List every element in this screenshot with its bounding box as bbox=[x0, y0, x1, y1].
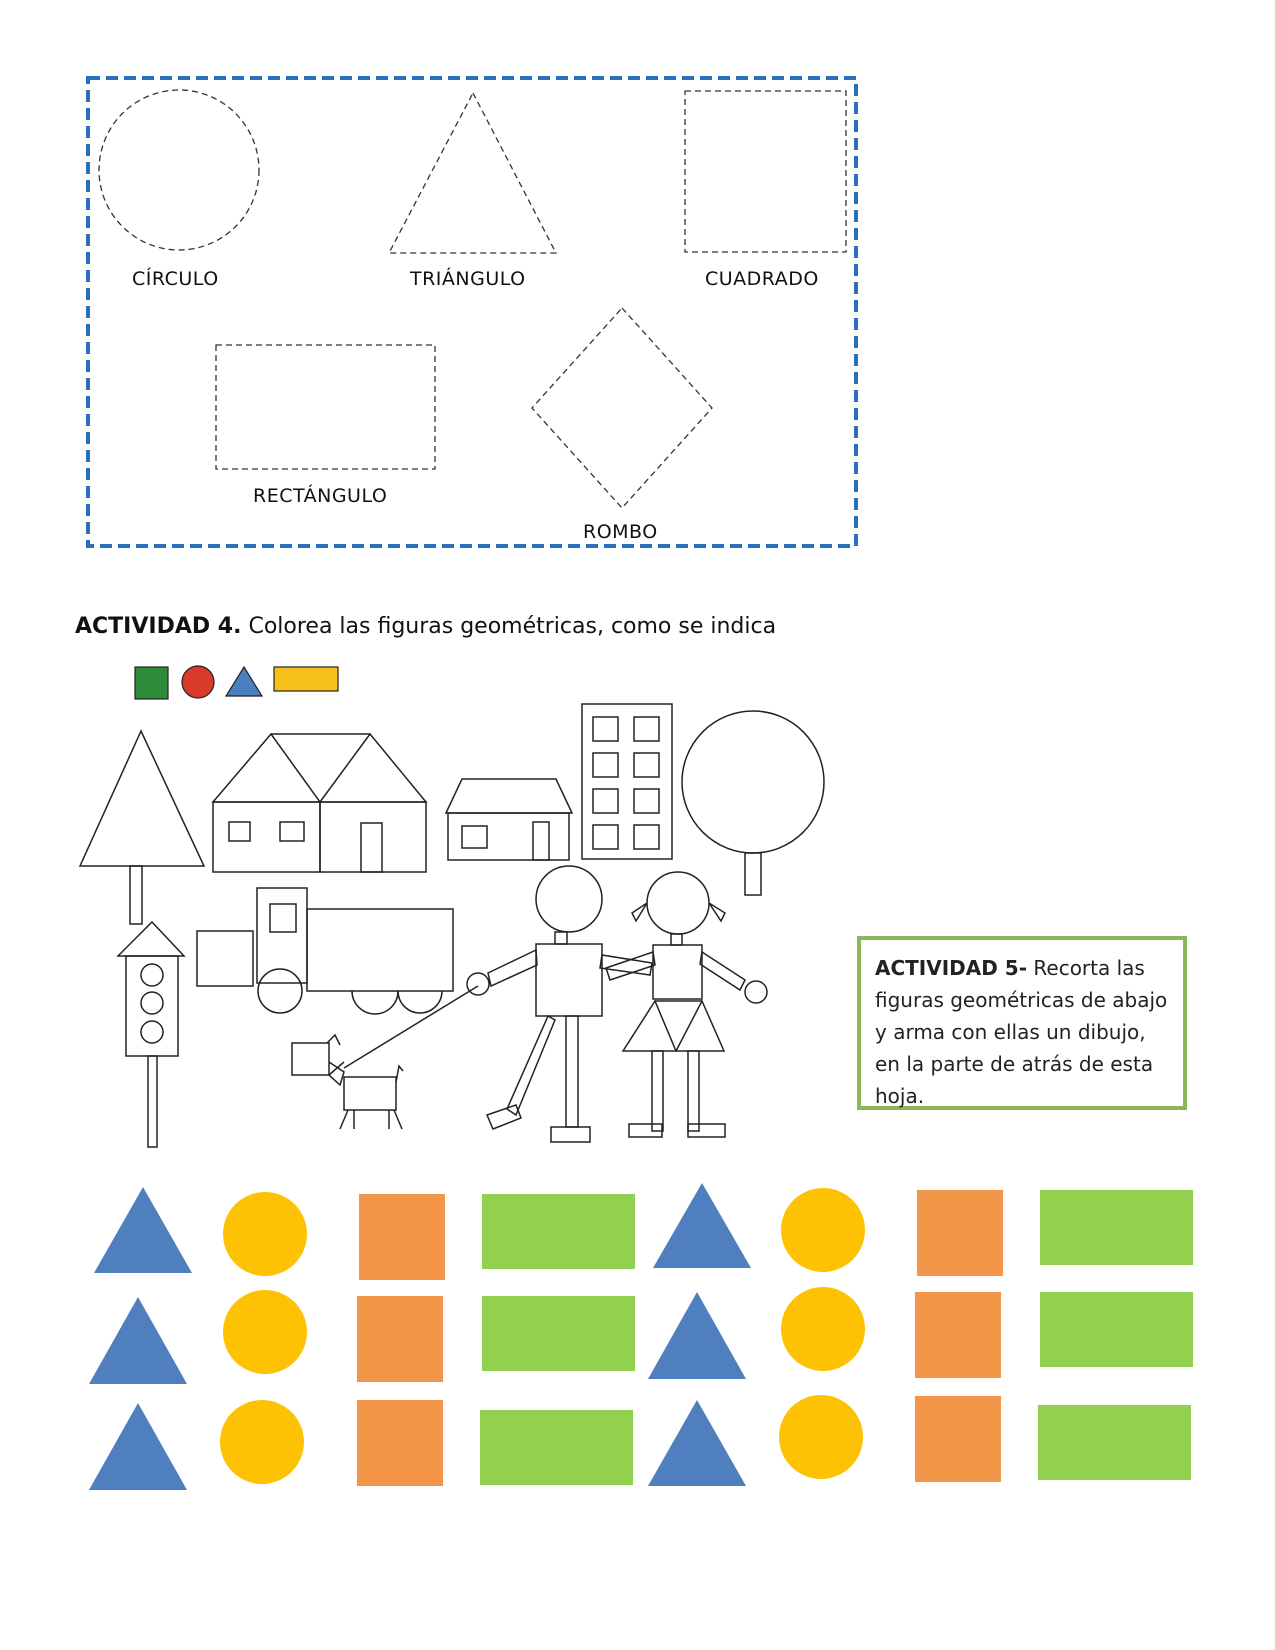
girl bbox=[606, 872, 767, 1137]
cutout-square bbox=[915, 1292, 1001, 1378]
boy bbox=[467, 866, 652, 1142]
key-square bbox=[135, 667, 168, 699]
label-circle: CÍRCULO bbox=[132, 268, 219, 290]
cutout-triangle bbox=[653, 1183, 751, 1268]
cutout-triangle bbox=[648, 1292, 746, 1379]
label-rectangle: RECTÁNGULO bbox=[253, 485, 388, 507]
cutout-rectangle bbox=[1040, 1190, 1193, 1265]
activity4-title: ACTIVIDAD 4. bbox=[75, 614, 242, 639]
cutout-rectangle bbox=[1038, 1405, 1191, 1480]
cutout-triangle bbox=[648, 1400, 746, 1486]
cutout-triangle bbox=[89, 1403, 187, 1490]
tree-triangle bbox=[80, 731, 204, 924]
cutout-square bbox=[915, 1396, 1001, 1482]
label-square: CUADRADO bbox=[705, 268, 819, 290]
label-triangle: TRIÁNGULO bbox=[410, 268, 526, 290]
cutout-rectangle bbox=[1040, 1292, 1193, 1367]
activity4-heading bbox=[75, 614, 776, 639]
cutout-square bbox=[357, 1400, 443, 1486]
traffic-light bbox=[118, 922, 184, 1147]
panel-dashed-border bbox=[88, 78, 856, 546]
activity4-instruction: Colorea las figuras geométricas, como se indica bbox=[248, 614, 777, 639]
traced-rhombus bbox=[532, 308, 712, 508]
cutout-triangle bbox=[89, 1297, 187, 1384]
key-rectangle bbox=[274, 667, 338, 691]
activity5-title: ACTIVIDAD 5- bbox=[875, 956, 1028, 980]
traced-square bbox=[685, 91, 846, 252]
cutout-triangle bbox=[94, 1187, 192, 1273]
cutout-circle bbox=[779, 1395, 863, 1479]
house-small bbox=[446, 779, 572, 860]
leash bbox=[344, 986, 478, 1068]
coloring-scene bbox=[80, 704, 824, 1147]
house-large bbox=[213, 734, 426, 872]
activity5-text: Recorta las figuras geométricas de abajo y arma con ellas un dibujo, en la parte de atrás de esta hoja. bbox=[875, 956, 1168, 1108]
cutout-rectangle bbox=[482, 1296, 635, 1371]
cutout-circle bbox=[223, 1290, 307, 1374]
cutout-square bbox=[357, 1296, 443, 1382]
traced-triangle bbox=[389, 93, 556, 253]
tree-round bbox=[682, 711, 824, 895]
cutout-circle bbox=[781, 1188, 865, 1272]
key-triangle bbox=[226, 667, 262, 696]
cutout-circle bbox=[781, 1287, 865, 1371]
cutout-square bbox=[359, 1194, 445, 1280]
traced-rectangle bbox=[216, 345, 435, 469]
label-rhombus: ROMBO bbox=[583, 521, 658, 543]
cutout-rectangle bbox=[482, 1194, 635, 1269]
traced-circle bbox=[99, 90, 259, 250]
cutout-rectangle bbox=[480, 1410, 633, 1485]
activity5-box bbox=[857, 936, 1187, 1110]
cutout-square bbox=[917, 1190, 1003, 1276]
cutout-circle bbox=[223, 1192, 307, 1276]
color-key bbox=[135, 666, 338, 699]
building bbox=[582, 704, 672, 859]
cutout-shapes bbox=[89, 1183, 1193, 1490]
shapes-tracing-panel bbox=[88, 78, 856, 546]
truck bbox=[197, 888, 453, 1014]
cutout-circle bbox=[220, 1400, 304, 1484]
key-circle bbox=[182, 666, 214, 698]
dog bbox=[292, 1035, 403, 1129]
